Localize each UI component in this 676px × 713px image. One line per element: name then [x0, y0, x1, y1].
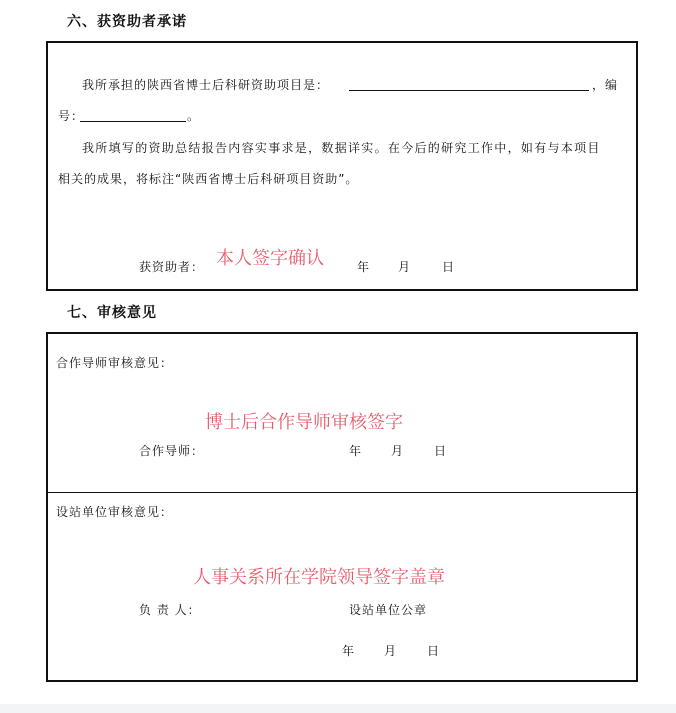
project-number-blank[interactable] — [80, 121, 186, 122]
date-day-label: 日 — [442, 260, 456, 274]
review-divider — [47, 492, 637, 493]
unit-opinion-label: 设站单位审核意见： — [56, 505, 174, 519]
project-name-prompt: 我所承担的陕西省博士后科研资助项目是： — [82, 78, 330, 92]
advisor-label: 合作导师： — [139, 444, 205, 458]
advisor-date-day: 日 — [434, 444, 448, 458]
number-period: 。 — [187, 109, 201, 123]
unit-signature-note: 人事关系所在学院领导签字盖章 — [193, 567, 445, 588]
number-label-part1: ，编 — [592, 78, 619, 92]
commitment-text-line-1: 我所填写的资助总结报告内容实事求是，数据详实。在今后的研究工作中，如有与本项目 — [82, 141, 601, 155]
number-label-part2: 号： — [58, 109, 85, 123]
section-7-title: 七、审核意见 — [67, 305, 157, 321]
unit-seal-label: 设站单位公章 — [349, 603, 428, 617]
unit-date-day: 日 — [427, 644, 441, 658]
grantee-label: 获资助者： — [139, 260, 205, 274]
advisor-signature-note: 博士后合作导师审核签字 — [205, 412, 403, 433]
advisor-date-year: 年 — [349, 444, 363, 458]
advisor-date-month: 月 — [391, 444, 405, 458]
unit-date-year: 年 — [342, 644, 356, 658]
advisor-opinion-label: 合作导师审核意见： — [56, 356, 174, 370]
responsible-person-label: 负 责 人： — [139, 603, 201, 617]
signature-note: 本人签字确认 — [216, 248, 324, 269]
project-name-blank[interactable] — [349, 90, 589, 91]
commitment-text-line-2: 相关的成果，将标注“陕西省博士后科研项目资助”。 — [58, 172, 359, 186]
date-year-label: 年 — [357, 260, 371, 274]
date-month-label: 月 — [398, 260, 412, 274]
unit-date-month: 月 — [384, 644, 398, 658]
section-6-title: 六、获资助者承诺 — [67, 14, 187, 30]
page-bottom-strip — [0, 704, 676, 713]
